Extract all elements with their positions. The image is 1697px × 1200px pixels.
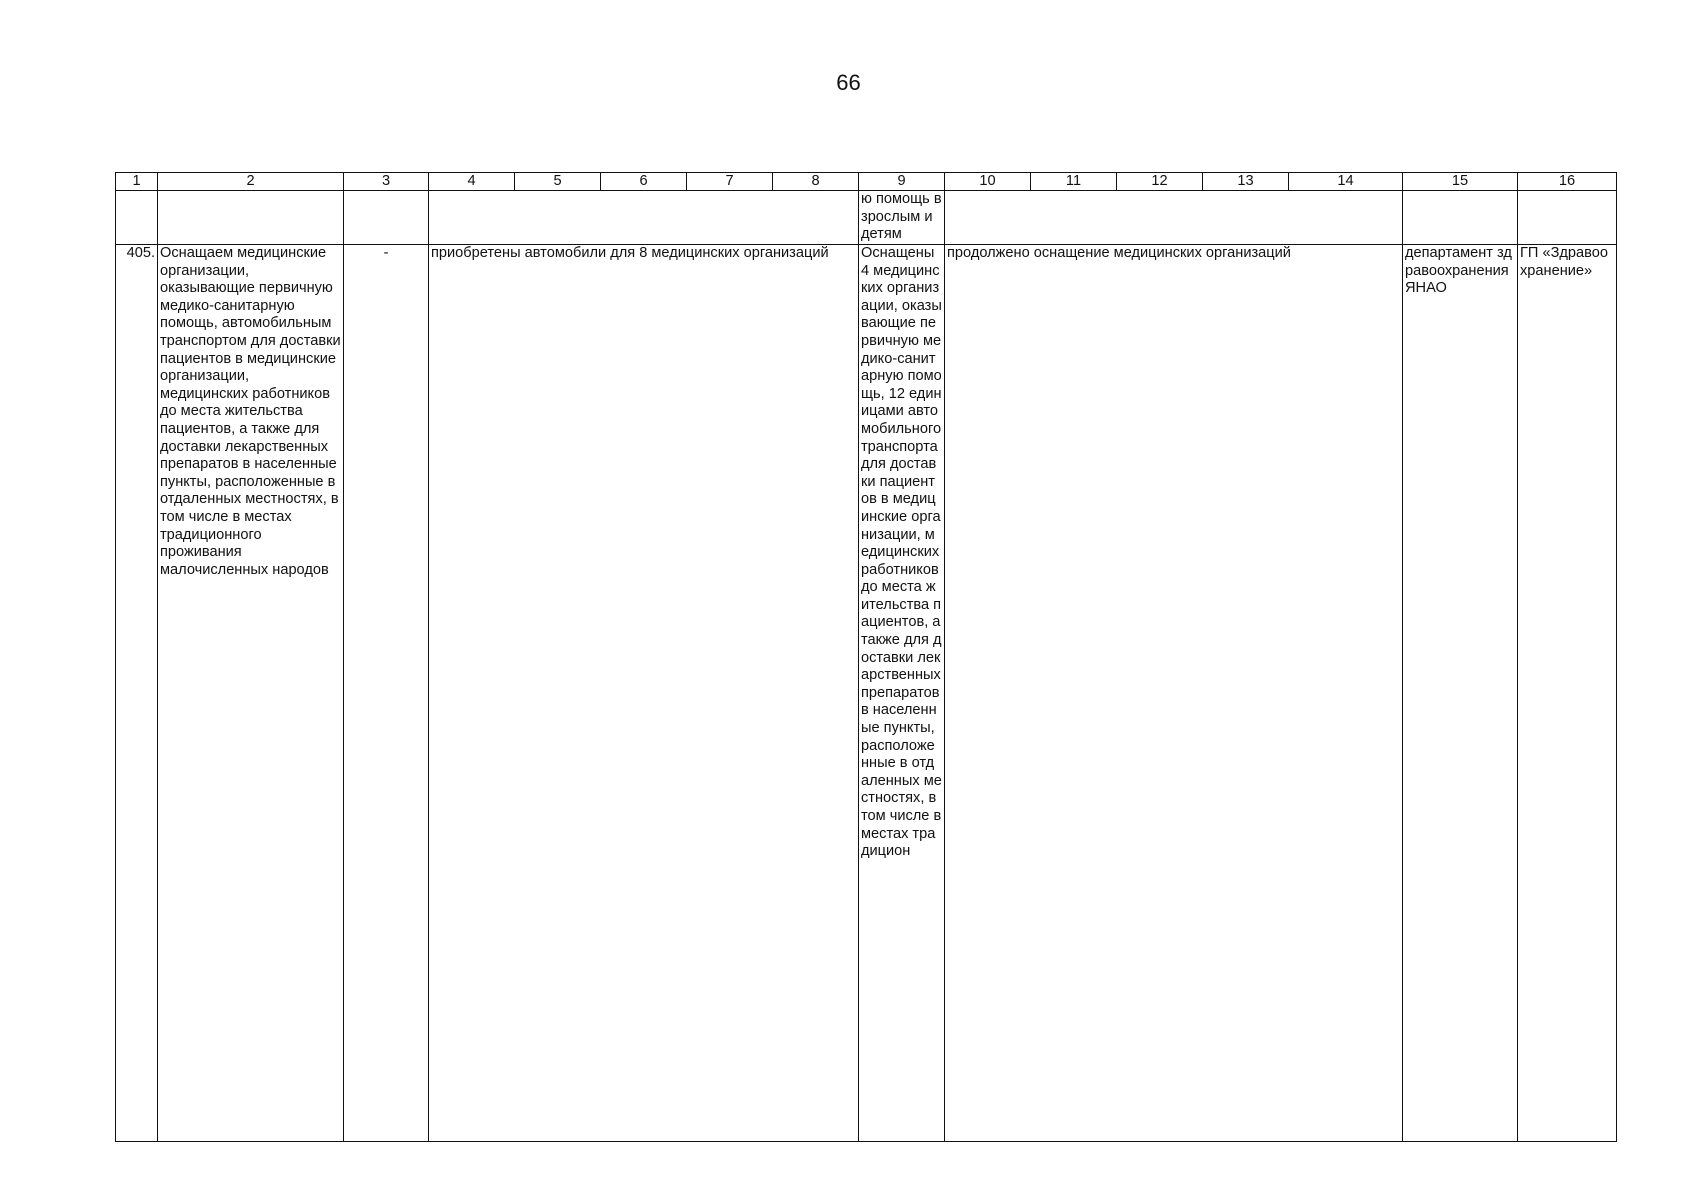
header-cell: 4 xyxy=(429,173,515,191)
table-cell xyxy=(1403,191,1518,245)
table-cell xyxy=(945,191,1403,245)
row-number: 405. xyxy=(116,245,158,1142)
header-cell: 11 xyxy=(1031,173,1117,191)
table-cell xyxy=(429,191,859,245)
measures-table xyxy=(115,172,1617,1142)
table-cell xyxy=(116,191,158,245)
measure-text: Оснащаем медицинские организации, оказывающие первичную медико-санитарную помощь, автомобильным транспортом для доставки пациентов в медицинские организации, медицинских работников до места жительства пациентов, а также для доставки лекарственных препаратов в населенные пункты, расположенные в отдаленных местностях, в том числе в местах традиционного проживания малочисленных народов xyxy=(158,245,344,1142)
planned-result-text: приобретены автомобили для 8 медицинских организаций xyxy=(429,245,859,1142)
table-cell xyxy=(344,191,429,245)
page-number: 66 xyxy=(836,70,861,95)
header-cell: 6 xyxy=(601,173,687,191)
header-cell: 9 xyxy=(859,173,945,191)
continuation-row xyxy=(116,191,1617,245)
header-cell: 8 xyxy=(773,173,859,191)
program-name: ГП «Здравоохранение» xyxy=(1518,245,1617,1142)
header-cell: 5 xyxy=(515,173,601,191)
header-cell: 16 xyxy=(1518,173,1617,191)
header-cell: 2 xyxy=(158,173,344,191)
table-row xyxy=(116,245,1617,1142)
header-cell: 15 xyxy=(1403,173,1518,191)
header-cell: 10 xyxy=(945,173,1031,191)
table-cell-result: ю помощь взрослым и детям xyxy=(859,191,945,245)
table-cell xyxy=(158,191,344,245)
header-cell: 1 xyxy=(116,173,158,191)
header-cell: 14 xyxy=(1289,173,1403,191)
actual-result-text: Оснащены 4 медицинских организации, оказывающие первичную медико-санитарную помощь, 12 единицами автомобильного транспорта для доставки пациентов в медицинские организации, медицинских работников до места жительства пациентов, а также для доставки лекарственных препаратов в населенные пункты, расположенные в отдаленных местностях, в том числе в местах традицион xyxy=(861,245,942,860)
responsible-executor: департамент здравоохранения ЯНАО xyxy=(1403,245,1518,1142)
header-cell: 12 xyxy=(1117,173,1203,191)
continuation-text: продолжено оснащение медицинских организаций xyxy=(945,245,1403,1142)
header-cell: 7 xyxy=(687,173,773,191)
header-cell: 3 xyxy=(344,173,429,191)
actual-result-cell xyxy=(859,245,945,1142)
header-cell: 13 xyxy=(1203,173,1289,191)
column-number-row xyxy=(116,173,1617,191)
table-cell: - xyxy=(344,245,429,1142)
table-cell xyxy=(1518,191,1617,245)
